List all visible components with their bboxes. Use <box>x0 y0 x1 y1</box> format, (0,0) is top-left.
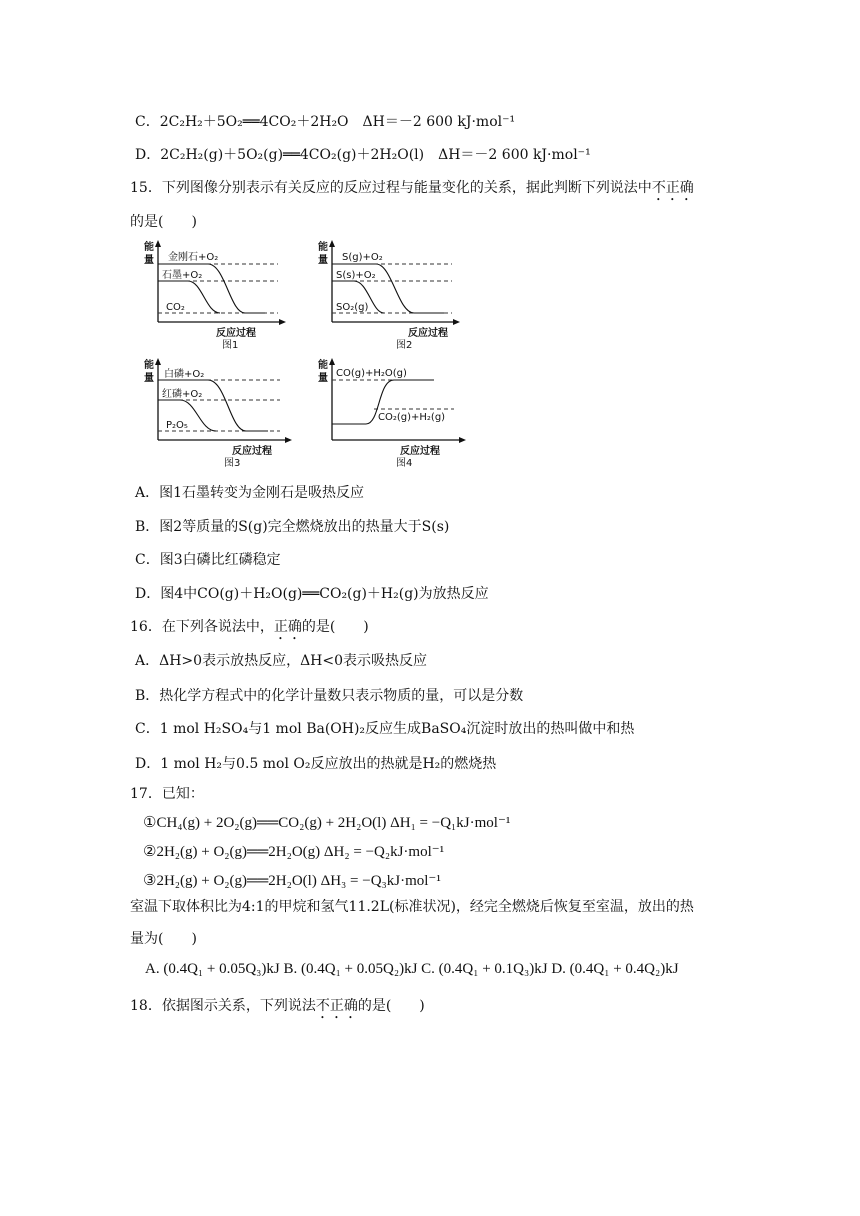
q17-stem: 17．已知： <box>130 786 204 802</box>
q17-options: A. (0.4Q₁ + 0.05Q₃)kJ B. (0.4Q₁ + 0.05Q₂)kJ C. (0.4Q₁ + 0.1Q₃)kJ D. (0.4Q₁ + 0.4Q₂)kJ <box>145 961 679 977</box>
q14-option-d: D．2C₂H₂(g)＋5O₂(g)══4CO₂(g)＋2H₂O(l) ΔH＝－2 600 kJ·mol⁻¹ <box>135 147 591 163</box>
q16-option-c: C．1 mol H₂SO₄与1 mol Ba(OH)₂反应生成BaSO₄沉淀时放出的热叫做中和热 <box>135 721 635 737</box>
q18-stem-text: 18．依据图示关系，下列说法 <box>130 998 316 1014</box>
fig3-y-label-1: 能 <box>144 360 154 371</box>
q17-equation-3: ③2H₂(g) + O₂(g)══2H₂O(l) ΔH₃ = −Q₃kJ·mol⁻¹ <box>143 873 441 889</box>
figure-1 <box>140 238 290 350</box>
figure-4 <box>314 356 474 468</box>
q15-option-b: B．图2等质量的S(g)完全燃烧放出的热量大于S(s) <box>135 519 450 535</box>
fig2-bottom-label: SO₂(g) <box>336 302 369 313</box>
fig3-mid-label: 红磷+O₂ <box>162 389 203 400</box>
fig1-x-label: 反应过程 <box>216 328 256 339</box>
q15-option-d: D．图4中CO(g)＋H₂O(g)══CO₂(g)＋H₂(g)为放热反应 <box>135 586 489 602</box>
fig4-x-label: 反应过程 <box>400 446 440 457</box>
q17-equation-2: ②2H₂(g) + O₂(g)══2H₂O(g) ΔH₂ = −Q₂kJ·mol⁻¹ <box>143 844 445 860</box>
figure-2 <box>314 238 464 350</box>
q16-stem-text: 16．在下列各说法中， <box>130 619 274 635</box>
fig4-caption: 图4 <box>396 458 413 468</box>
q15-option-c: C．图3白磷比红磷稳定 <box>135 552 281 568</box>
q16-option-d: D．1 mol H₂与0.5 mol O₂反应放出的热就是H₂的燃烧热 <box>135 756 497 772</box>
q16-option-b: B．热化学方程式中的化学计量数只表示物质的量，可以是分数 <box>135 688 524 704</box>
fig1-y-label-1: 能 <box>144 242 154 253</box>
q15-stem-emphasis: 不正确 <box>651 180 694 196</box>
q18-stem-end: 的是( ) <box>357 998 425 1014</box>
fig1-mid-label: 石墨+O₂ <box>162 270 203 281</box>
fig1-top-label: 金刚石+O₂ <box>168 252 219 263</box>
fig3-caption: 图3 <box>224 458 241 468</box>
q15-option-a: A．图1石墨转变为金刚石是吸热反应 <box>135 485 365 501</box>
q16-stem <box>130 617 369 643</box>
q18-stem-emphasis: 不正确 <box>315 998 358 1014</box>
fig2-mid-label: S(s)+O₂ <box>336 270 376 281</box>
q15-stem-text: 15．下列图像分别表示有关反应的反应过程与能量变化的关系，据此判断下列说法中 <box>130 180 652 196</box>
fig4-y-label-2: 量 <box>318 373 328 384</box>
q18-stem <box>130 996 425 1022</box>
fig3-y-label-2: 量 <box>144 373 154 384</box>
fig3-x-label: 反应过程 <box>232 446 272 457</box>
fig2-caption: 图2 <box>396 340 413 350</box>
fig3-top-label: 白磷+O₂ <box>164 369 205 380</box>
fig2-y-label-2: 量 <box>318 255 328 266</box>
q17-body-line-2: 量为( ) <box>130 931 197 947</box>
figure-3 <box>140 356 300 468</box>
fig4-top-label: CO(g)+H₂O(g) <box>336 368 407 379</box>
q17-equation-1: ①CH₄(g) + 2O₂(g)══CO₂(g) + 2H₂O(l) ΔH₁ = −Q₁kJ·mol⁻¹ <box>143 815 511 831</box>
fig4-y-label-1: 能 <box>318 360 328 371</box>
fig3-bottom-label: P₂O₅ <box>166 420 188 431</box>
fig4-bottom-label: CO₂(g)+H₂(g) <box>378 412 446 423</box>
q17-body-line-1: 室温下取体积比为4:1的甲烷和氢气11.2L(标准状况)，经完全燃烧后恢复至室温，放出的热 <box>130 899 694 915</box>
fig1-caption: 图1 <box>222 340 239 350</box>
fig2-y-label-1: 能 <box>318 242 328 253</box>
fig2-x-label: 反应过程 <box>408 328 448 339</box>
fig1-bottom-label: CO₂ <box>166 302 185 313</box>
fig2-top-label: S(g)+O₂ <box>342 252 383 263</box>
q16-stem-emphasis: 正确 <box>273 619 302 635</box>
fig1-y-label-2: 量 <box>144 255 154 266</box>
q14-option-c: C．2C₂H₂＋5O₂══4CO₂＋2H₂O ΔH＝－2 600 kJ·mol⁻¹ <box>135 114 516 130</box>
q16-stem-end: 的是( ) <box>301 619 369 635</box>
q15-stem-end: 的是( ) <box>130 214 197 230</box>
q15-stem <box>130 178 694 204</box>
q16-option-a: A．ΔH>0表示放热反应，ΔH<0表示吸热反应 <box>135 653 428 669</box>
